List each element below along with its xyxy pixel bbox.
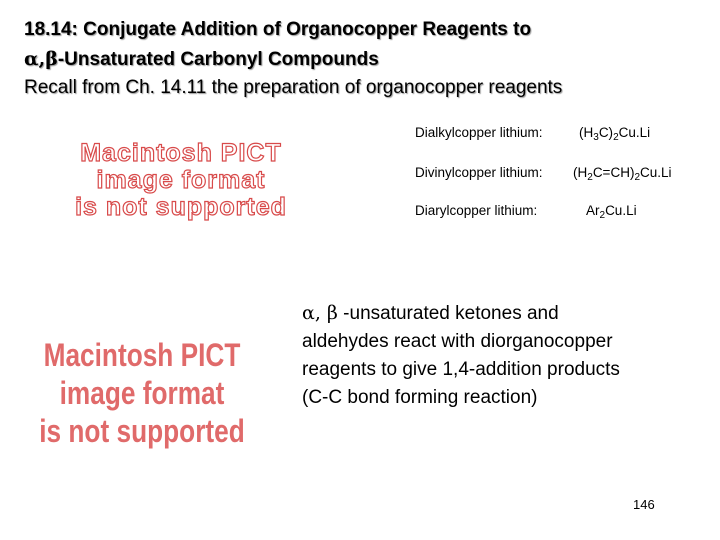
pict-small-line-2: image format — [96, 166, 266, 194]
intro-text: Recall from Ch. 14.11 the preparation of organocopper reagents — [24, 77, 563, 98]
slide-title-line-2-text: -Unsaturated Carbonyl Compounds — [57, 49, 379, 70]
reagent-name: Diarylcopper lithium: — [415, 203, 538, 218]
reagent-dialkylcopper — [415, 125, 651, 143]
paragraph-line-3: reagents to give 1,4-addition products — [302, 359, 620, 380]
paragraph-line-1: α, β -unsaturated ketones and — [302, 302, 559, 324]
slide-title-line-1: 18.14: Conjugate Addition of Organocopper Reagents to — [24, 19, 532, 40]
pict-large-line-1: Macintosh PICT — [43, 337, 241, 373]
pict-large-line-3: is not supported — [39, 413, 245, 449]
paragraph-line-4: (C-C bond forming reaction) — [302, 387, 538, 408]
slide-title-line-2 — [24, 48, 379, 71]
pict-small-line-3: is not supported — [75, 193, 287, 221]
pict-placeholder-small — [28, 140, 334, 221]
body-paragraph — [302, 299, 714, 412]
pict-large-line-2: image format — [59, 375, 225, 411]
pict-placeholder-large — [32, 336, 252, 450]
reagent-name: Dialkylcopper lithium: — [415, 125, 543, 140]
alpha-beta-symbol: α, β — [302, 302, 338, 324]
reagent-formula: $(H_2C=CH)_2Cu.Li$ — [573, 165, 672, 183]
reagent-formula: $(H_3C)_2Cu.Li$ — [579, 125, 651, 143]
alpha-beta-symbol: α,β — [24, 48, 58, 70]
paragraph-line-2: aldehydes react with diorganocopper — [302, 331, 613, 352]
reagent-name: Divinylcopper lithium: — [415, 165, 543, 180]
pict-small-line-1: Macintosh PICT — [80, 139, 282, 167]
reagent-formula: $Ar_2Cu.Li$ — [586, 203, 637, 221]
reagent-divinylcopper — [415, 165, 672, 183]
reagent-diarylcopper — [415, 203, 637, 221]
page-number: 146 — [633, 497, 655, 512]
